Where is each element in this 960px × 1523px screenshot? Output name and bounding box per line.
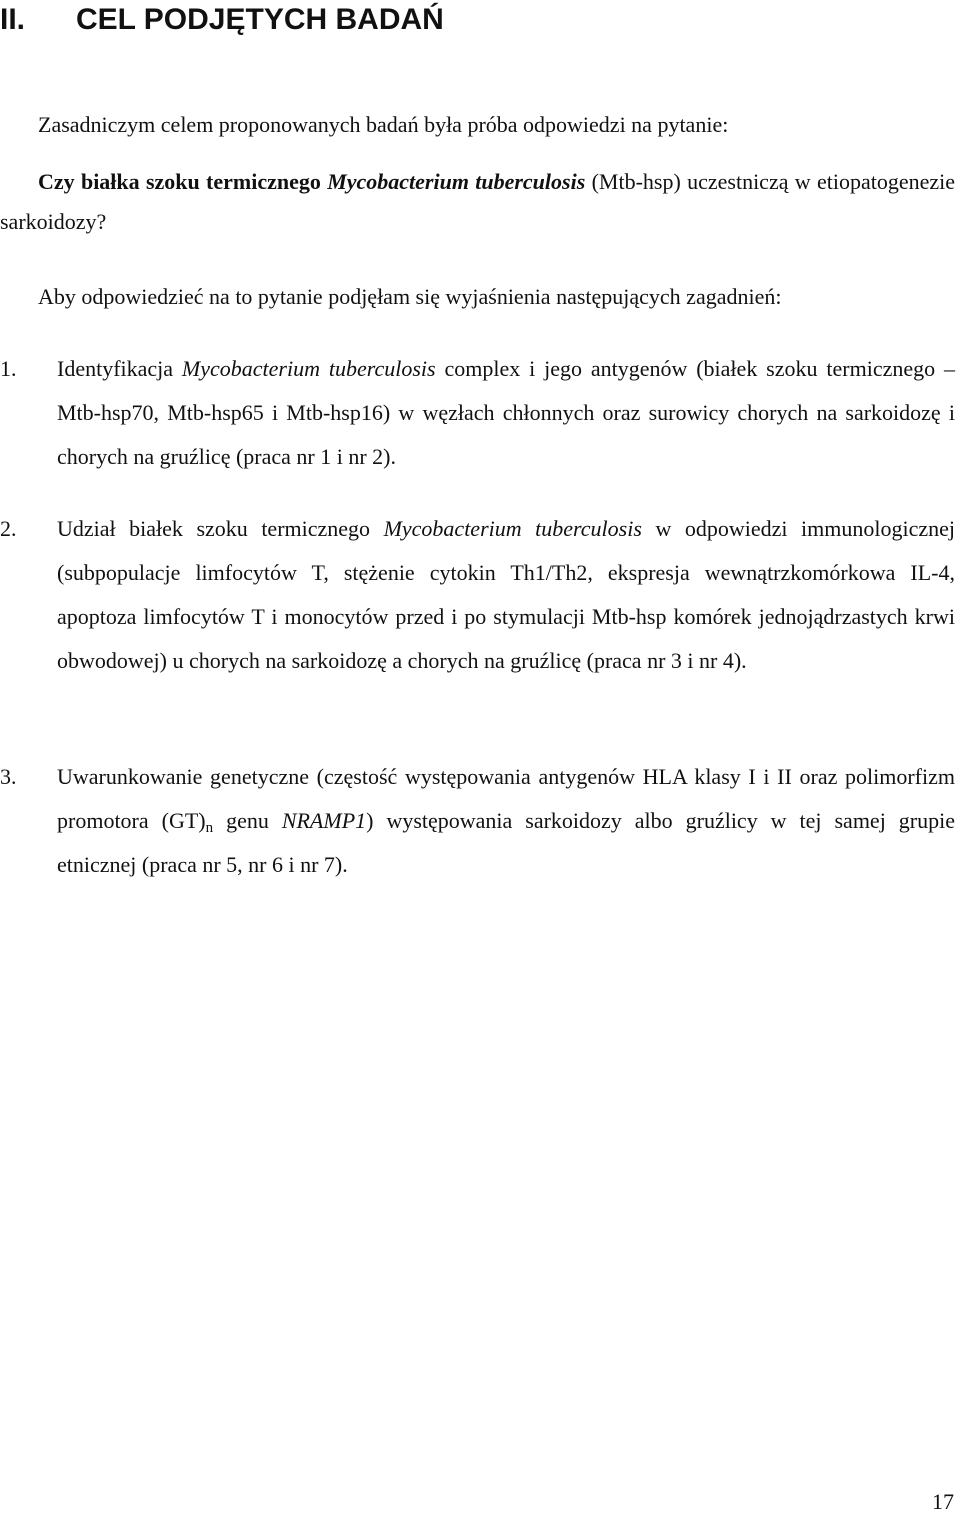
text-run: genu bbox=[213, 808, 282, 833]
organism-name: Mycobacterium tuberculosis bbox=[383, 516, 642, 541]
page-number: 17 bbox=[932, 1489, 954, 1514]
list-item bbox=[0, 507, 955, 683]
text-run: Uwarunkowanie genetyczne (częstość występowania antygenów HLA klasy I i II oraz polimorfizm promotora (GT) bbox=[57, 764, 955, 833]
subscript: n bbox=[205, 820, 214, 836]
section-title: CEL PODJĘTYCH BADAŃ bbox=[76, 3, 444, 36]
question-organism: Mycobacterium tuberculosis bbox=[327, 169, 586, 194]
section-heading bbox=[0, 0, 444, 40]
text-run: w odpowiedzi immunologicznej (subpopulacje limfocytów T, stężenie cytokin Th1/Th2, ekspresja wewnątrzkomórkowa IL-4, apoptoza limfocytów T i monocytów przed i po stymulacji Mtb-hsp komórek jednojądrzastych krwi obwodowej) u chorych na sarkoidozę a chorych na gruźlicę (praca nr 3 i nr 4). bbox=[57, 516, 955, 673]
gene-name: NRAMP1 bbox=[281, 808, 367, 833]
section-number: II. bbox=[0, 3, 26, 36]
lead-paragraph: Aby odpowiedzieć na to pytanie podjęłam się wyjaśnienia następujących zagadnień: bbox=[38, 284, 782, 309]
organism-name: Mycobacterium tuberculosis bbox=[181, 356, 436, 381]
list-item-text bbox=[57, 347, 955, 479]
question-mark: ? bbox=[96, 209, 107, 234]
list-item-text bbox=[57, 507, 955, 683]
list-item-text bbox=[57, 755, 955, 887]
text-run: ) występowania sarkoidozy albo gruźlicy w tej samej grupie etnicznej (praca nr 5, nr 6 i nr 7). bbox=[57, 808, 955, 877]
list-item-number: 1. bbox=[0, 356, 17, 381]
list-item bbox=[0, 347, 955, 479]
list-item-number: 2. bbox=[0, 516, 17, 541]
research-question bbox=[0, 162, 955, 242]
text-run: Identyfikacja bbox=[57, 356, 182, 381]
intro-paragraph: Zasadniczym celem proponowanych badań była próba odpowiedzi na pytanie: bbox=[38, 112, 729, 137]
list-item bbox=[0, 755, 955, 887]
text-run: Udział białek szoku termicznego bbox=[57, 516, 384, 541]
question-part-1: Czy białka szoku termicznego bbox=[38, 169, 328, 194]
list-item-number: 3. bbox=[0, 764, 17, 789]
text-run: complex i jego antygenów (białek szoku termicznego –Mtb-hsp70, Mtb-hsp65 i Mtb-hsp16) w węzłach chłonnych oraz surowicy chorych na sarkoidozę i chorych na gruźlicę (praca nr 1 i nr 2). bbox=[57, 356, 955, 469]
question-part-2: (Mtb-hsp) uczestniczą w etiopatogenezie sarkoidozy bbox=[0, 169, 956, 234]
